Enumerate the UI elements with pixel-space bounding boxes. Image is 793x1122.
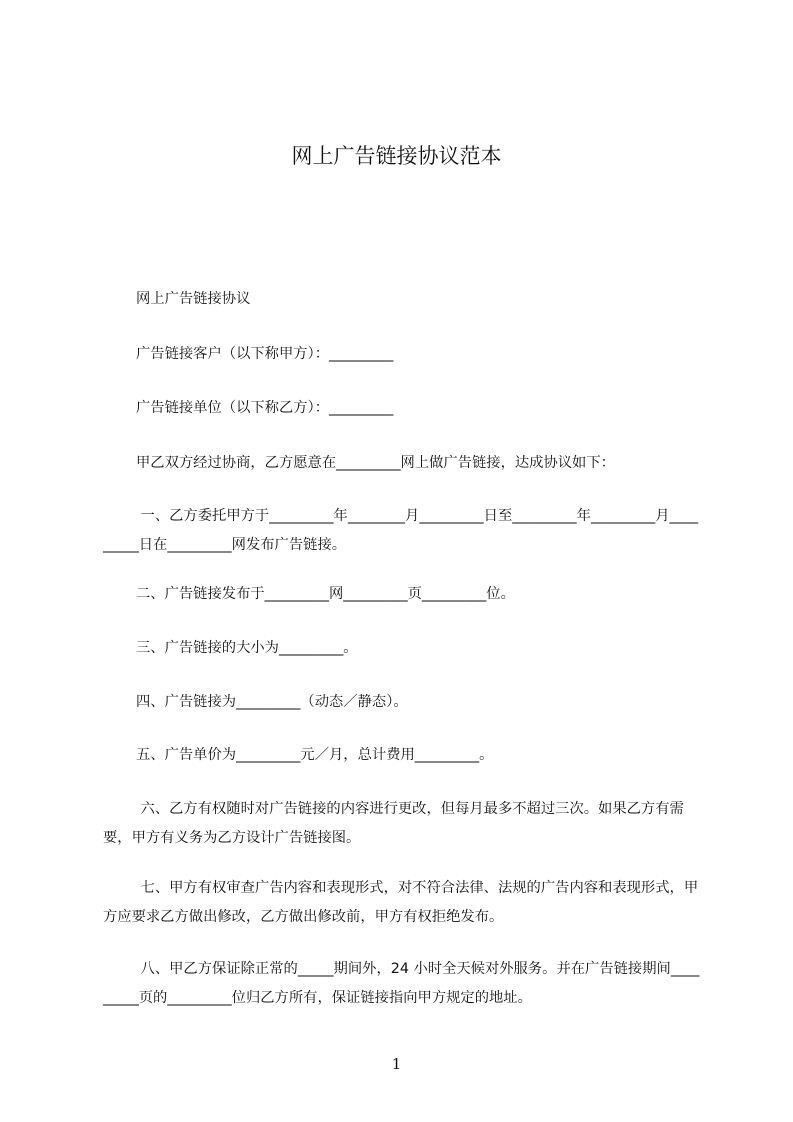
paragraph-heading: 网上广告链接协议 [136, 291, 251, 307]
paragraph-clause-7: 七、甲方有权审查广告内容和表现形式，对不符合法律、法规的广告内容和表现形式，甲方应要求乙方做出修改，乙方做出修改前，甲方有权拒绝发布。 [103, 880, 699, 925]
paragraph-clause-1: 一、乙方委托甲方于_________年________月_________日至_________年_________月_________日在_________网发布广告链接。 [103, 508, 699, 553]
paragraph-clause-2: 二、广告链接发布于_________网_________页_________位。 [136, 586, 515, 602]
paragraph-clause-4: 四、广告链接为_________（动态／静态）。 [136, 694, 408, 710]
paragraph-party-a: 广告链接客户（以下称甲方）：_________ [136, 346, 394, 362]
paragraph-clause-8: 八、甲乙方保证除正常的_____期间外，24 小时全天候对外服务。并在广告链接期间_________页的_________位归乙方所有，保证链接指向甲方规定的地址。 [103, 961, 700, 1006]
paragraph-preamble: 甲乙双方经过协商，乙方愿意在_________网上做广告链接，达成协议如下： [136, 455, 615, 471]
paragraph-clause-6: 六、乙方有权随时对广告链接的内容进行更改，但每月最多不超过三次。如果乙方有需要，甲方有义务为乙方设计广告链接图。 [103, 801, 684, 846]
paragraph-clause-5: 五、广告单价为_________元／月，总计费用_________。 [136, 747, 494, 763]
page-number: 1 [391, 1055, 402, 1073]
paragraph-party-b: 广告链接单位（以下称乙方）：_________ [136, 400, 394, 416]
document-title: 网上广告链接协议范本 [291, 144, 502, 168]
paragraph-clause-3: 三、广告链接的大小为_________。 [136, 640, 358, 656]
